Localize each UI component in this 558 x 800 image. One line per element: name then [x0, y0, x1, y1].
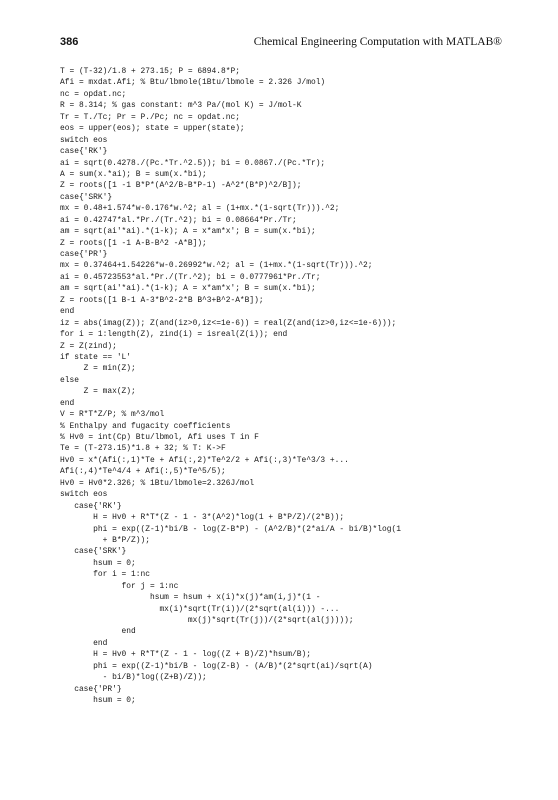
code-line: Afi(:,4)*Te^4/4 + Afi(:,5)*Te^5/5); — [60, 467, 226, 477]
code-line: hsum = 0; — [60, 558, 136, 568]
code-line: nc = opdat.nc; — [60, 89, 127, 99]
code-line: Hv0 = Hv0*2.326; % 1Btu/lbmole=2.326J/mol — [60, 478, 255, 488]
code-line: eos = upper(eos); state = upper(state); — [60, 124, 245, 134]
code-line: ai = sqrt(0.4278./(Pc.*Tr.^2.5)); bi = 0.0867./(Pc.*Tr); — [60, 158, 326, 168]
code-line: % Hv0 = int(Cp) Btu/lbmol, Afi uses T in F — [60, 433, 259, 442]
code-line: Tr = T./Tc; Pr = P./Pc; nc = opdat.nc; — [60, 112, 240, 122]
code-listing — [60, 66, 530, 707]
code-line: am = sqrt(ai'*ai).*(1-k); A = x*am*x'; B = sum(x.*bi); — [60, 284, 316, 294]
code-line: end — [60, 638, 108, 648]
code-line: % Enthalpy and fugacity coefficients — [60, 421, 231, 431]
code-line: case{'RK'} — [60, 147, 108, 157]
code-line: A = sum(x.*ai); B = sum(x.*bi); — [60, 169, 207, 179]
code-line: Z = roots([1 -1 A-B-B^2 -A*B]); — [60, 238, 207, 248]
code-line: end — [60, 398, 75, 408]
code-line: case{'SRK'} — [60, 547, 127, 557]
code-line: hsum = 0; — [60, 696, 136, 706]
code-line: case{'SRK'} — [60, 192, 113, 202]
code-line: mx = 0.37464+1.54226*w-0.26992*w.^2; al = (1+mx.*(1-sqrt(Tr))).^2; — [60, 261, 373, 271]
code-line: mx(i)*sqrt(Tr(i))/(2*sqrt(al(i))) -... — [60, 604, 340, 614]
code-line: phi = exp((Z-1)*bi/B - log(Z-B) - (A/B)*(2*sqrt(ai)/sqrt(A) — [60, 661, 373, 671]
running-title: Chemical Engineering Computation with MATLAB® — [253, 36, 502, 48]
code-line: T = (T-32)/1.8 + 273.15; P = 6894.8*P; — [60, 67, 240, 76]
code-line: Z = Z(zind); — [60, 341, 117, 351]
code-line: for i = 1:length(Z), zind(i) = isreal(Z(i)); end — [60, 330, 288, 340]
code-line: if state == 'L' — [60, 352, 132, 362]
code-line: mx = 0.48+1.574*w-0.176*w.^2; al = (1+mx.*(1-sqrt(Tr))).^2; — [60, 204, 340, 214]
code-line: switch eos — [60, 490, 108, 500]
code-line: case{'RK'} — [60, 501, 122, 511]
page-number: 386 — [60, 36, 79, 48]
code-line: Z = roots([1 -1 B*P*(A^2/B-B*P-1) -A^2*(B*P)^2/B]); — [60, 181, 302, 191]
code-line: phi = exp((Z-1)*bi/B - log(Z-B*P) - (A^2/B)*(2*ai/A - bi/B)*log(1 — [60, 524, 401, 534]
code-line: am = sqrt(ai'*ai).*(1-k); A = x*am*x'; B = sum(x.*bi); — [60, 227, 316, 237]
code-line: Z = max(Z); — [60, 387, 136, 397]
code-line: Afi = mxdat.Afi; % Btu/lbmole(1Btu/lbmole = 2.326 J/mol) — [60, 78, 326, 88]
code-line: V = R*T*Z/P; % m^3/mol — [60, 410, 165, 420]
code-line: mx(j)*sqrt(Tr(j))/(2*sqrt(al(j)))); — [60, 616, 354, 625]
code-line: - bi/B)*log((Z+B)/Z)); — [60, 673, 207, 683]
code-line: hsum = hsum + x(i)*x(j)*am(i,j)*(1 - — [60, 593, 321, 603]
code-line: switch eos — [60, 135, 108, 145]
code-line: iz = abs(imag(Z)); Z(and(iz>0,iz<=1e-6)) = real(Z(and(iz>0,iz<=1e-6))); — [60, 318, 397, 328]
code-line: case{'PR'} — [60, 250, 108, 259]
code-line: ai = 0.42747*al.*Pr./(Tr.^2); bi = 0.08664*Pr./Tr; — [60, 215, 297, 225]
code-line: Te = (T-273.15)*1.8 + 32; % T: K->F — [60, 444, 226, 454]
page-header — [60, 36, 502, 52]
code-line: case{'PR'} — [60, 684, 122, 694]
code-line: Z = roots([1 B-1 A-3*B^2-2*B B^3+B^2-A*B]); — [60, 295, 264, 305]
code-line: end — [60, 627, 136, 637]
code-line: for i = 1:nc — [60, 570, 150, 580]
code-line: end — [60, 307, 75, 317]
code-line: for j = 1:nc — [60, 581, 179, 591]
code-line: H = Hv0 + R*T*(Z - 1 - 3*(A^2)*log(1 + B*P/Z)/(2*B)); — [60, 513, 345, 523]
code-line: Hv0 = x*(Afi(:,1)*Te + Afi(:,2)*Te^2/2 + Afi(:,3)*Te^3/3 +... — [60, 455, 349, 465]
code-line: H = Hv0 + R*T*(Z - 1 - log((Z + B)/Z)*hsum/B); — [60, 650, 311, 660]
code-line: + B*P/Z)); — [60, 535, 150, 545]
code-line: ai = 0.45723553*al.*Pr./(Tr.^2); bi = 0.0777961*Pr./Tr; — [60, 272, 321, 282]
code-line: Z = min(Z); — [60, 364, 136, 374]
code-line: else — [60, 375, 79, 385]
code-line: R = 8.314; % gas constant: m^3 Pa/(mol K) = J/mol-K — [60, 101, 302, 111]
